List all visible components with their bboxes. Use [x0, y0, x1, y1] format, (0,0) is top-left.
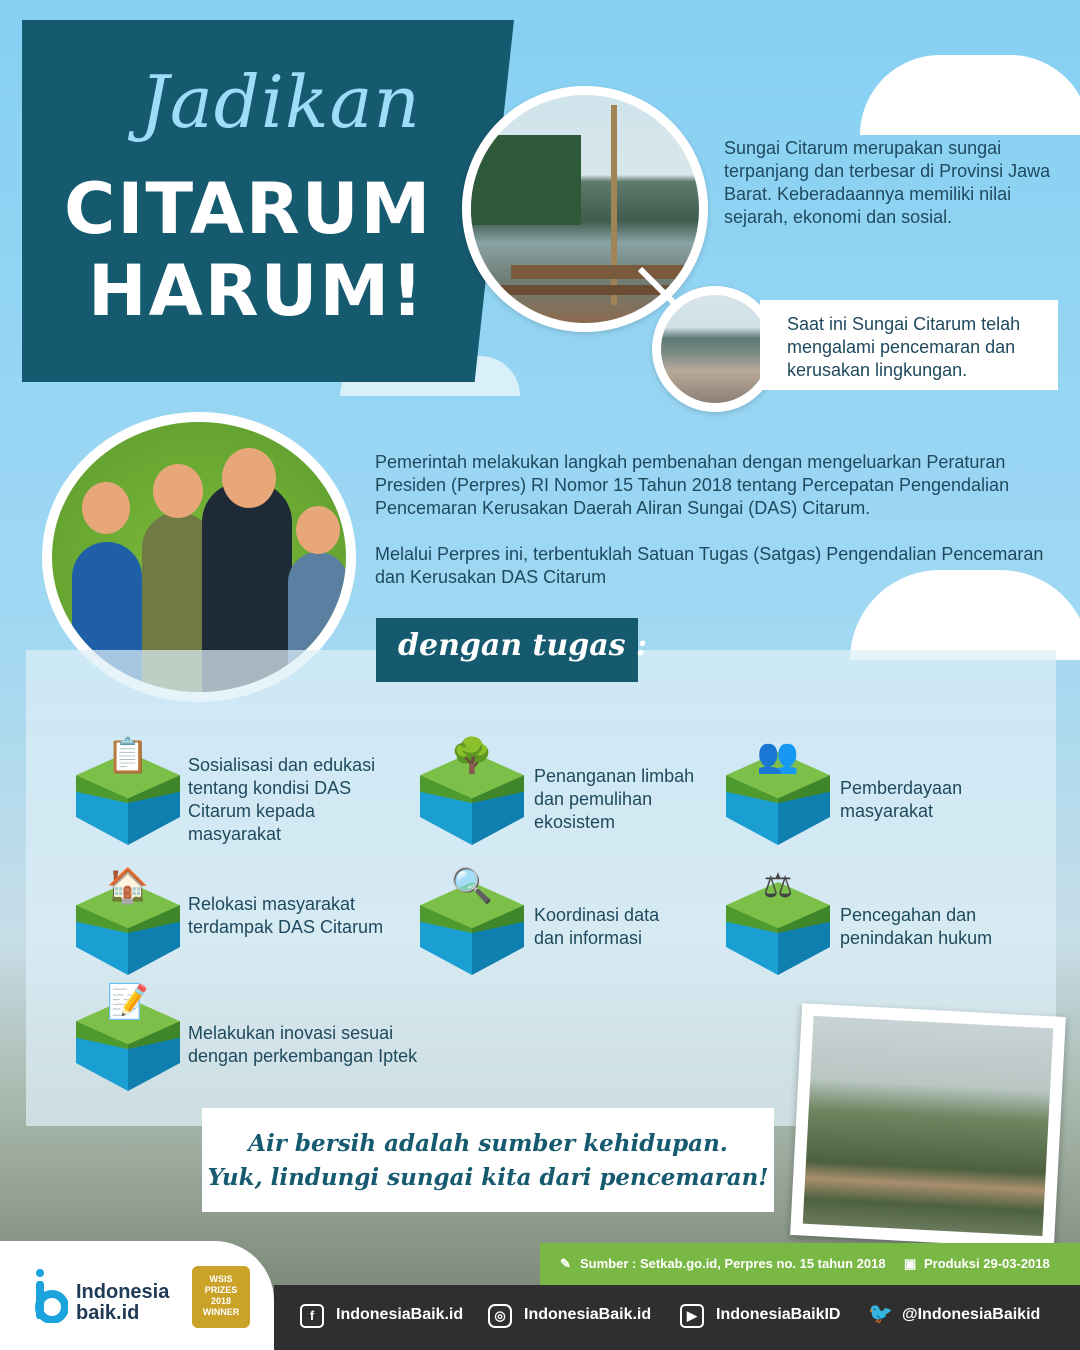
slogan-box — [202, 1108, 774, 1212]
community-icon: 👥 — [726, 734, 830, 846]
wsis-prize-badge — [192, 1266, 250, 1328]
calendar-icon: ▣ — [904, 1256, 917, 1271]
magnifier-icon: 🔍 — [420, 864, 524, 976]
regulation-description: Pemerintah melakukan langkah pembenahan dengan mengeluarkan Peraturan Presiden (Perpres) RI Nomor 15 Tahun 2018 tentang Percepatan Pengendalian Pencemaran Kerusakan Daerah Aliran Sungai (DAS) Citarum. — [375, 452, 1010, 518]
task-label-7: Melakukan inovasi sesuai dengan perkembangan Iptek — [188, 1023, 418, 1066]
aerial-river-photo — [790, 1003, 1066, 1248]
task-label-3: Pemberdayaan masyarakat — [840, 778, 963, 821]
soldier-head — [153, 464, 203, 518]
houses-icon: 🏠 — [76, 864, 180, 976]
official-head — [222, 448, 276, 508]
worker-head — [82, 482, 130, 534]
youtube-handle[interactable]: IndonesiaBaikID — [716, 1306, 841, 1323]
facebook-icon[interactable]: f — [300, 1304, 324, 1328]
pollution-description: Saat ini Sungai Citarum telah mengalami pencemaran dan kerusakan lingkungan. — [787, 314, 1021, 380]
farmer-head — [296, 506, 340, 554]
task-label-2: Penanganan limbah dan pemulihan ekosistem — [534, 766, 695, 832]
logo-text-line-1: Indonesia — [76, 1281, 170, 1303]
badge-line-4: WINNER — [202, 1307, 240, 1317]
task-label-6: Pencegahan dan penindakan hukum — [840, 905, 993, 948]
badge-line-3: 2018 — [210, 1296, 232, 1306]
task-label-1: Sosialisasi dan edukasi tentang kondisi DAS Citarum kepada masyarakat — [188, 755, 376, 844]
logo-text-line-2: baik.id — [76, 1302, 140, 1324]
production-date: Produksi 29-03-2018 — [924, 1256, 1050, 1271]
presentation-icon: 📋 — [76, 734, 180, 846]
task-label-4: Relokasi masyarakat terdampak DAS Citarum — [188, 894, 384, 937]
aerial-photo-image — [803, 1016, 1054, 1236]
source-text: Sumber : Setkab.go.id, Perpres no. 15 tahun 2018 — [580, 1256, 886, 1271]
badge-line-2: PRIZES — [204, 1285, 238, 1295]
instagram-icon[interactable]: ◎ — [488, 1304, 512, 1328]
intro-description: Sungai Citarum merupakan sungai terpanjang dan terbesar di Provinsi Jawa Barat. Keberadaannya memiliki nilai sejarah, ekonomi dan sosial. — [724, 138, 1051, 227]
task-label-5: Koordinasi data dan informasi — [534, 905, 660, 948]
clipboard-icon: 📝 — [76, 980, 180, 1092]
title-line-1: CITARUM — [64, 168, 433, 250]
slogan-line-2: Yuk, lindungi sungai kita dari pencemaran! — [207, 1164, 769, 1191]
youtube-icon[interactable]: ▶ — [680, 1304, 704, 1328]
title-line-2: HARUM! — [88, 250, 426, 332]
water-treatment-icon: 🌳 — [420, 734, 524, 846]
task-force-description: Melalui Perpres ini, terbentuklah Satuan Tugas (Satgas) Pengendalian Pencemaran dan Kerusakan DAS Citarum — [375, 544, 1044, 587]
instagram-handle[interactable]: IndonesiaBaik.id — [524, 1306, 652, 1323]
slogan-line-1: Air bersih adalah sumber kehidupan. — [248, 1130, 728, 1157]
source-icon: ✎ — [560, 1256, 571, 1271]
twitter-icon[interactable]: 🐦 — [868, 1303, 893, 1325]
twitter-handle[interactable]: @IndonesiaBaikid — [902, 1306, 1041, 1323]
badge-line-1: WSIS — [209, 1274, 233, 1284]
tasks-heading: dengan tugas : — [398, 628, 648, 663]
title-script: Jadikan — [140, 60, 421, 144]
facebook-handle[interactable]: IndonesiaBaik.id — [336, 1306, 464, 1323]
indonesia-baik-logo-icon — [32, 1263, 68, 1323]
gavel-icon: ⚖ — [726, 864, 830, 976]
